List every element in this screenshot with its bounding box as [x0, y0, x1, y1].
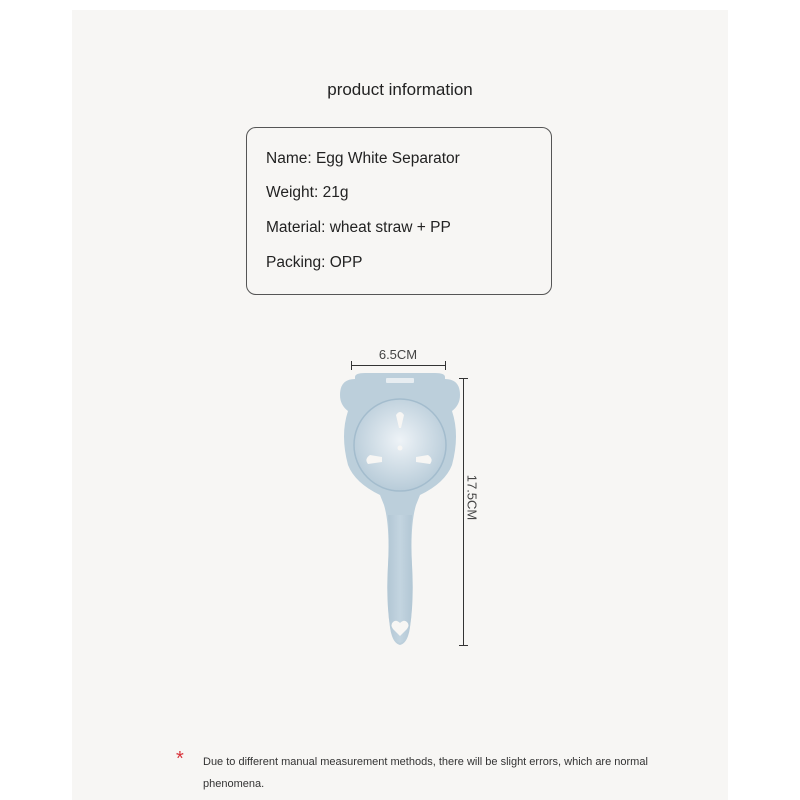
- asterisk-icon: *: [176, 748, 184, 770]
- info-weight: Weight: 21g: [266, 184, 349, 201]
- page-title: product information: [327, 80, 473, 99]
- separator-slot: [386, 378, 414, 383]
- dimension-width-label: 6.5CM: [378, 347, 418, 362]
- dimension-height-label: 17.5CM: [464, 474, 480, 521]
- info-name: Name: Egg White Separator: [266, 150, 460, 167]
- measurement-note: Due to different manual measurement methods, there will be slight errors, which are normal phenomena.: [203, 756, 648, 790]
- egg-separator-illustration: [330, 365, 470, 655]
- product-info-box: [246, 127, 552, 295]
- info-material: Material: wheat straw + PP: [266, 219, 451, 236]
- info-packing: Packing: OPP: [266, 254, 363, 271]
